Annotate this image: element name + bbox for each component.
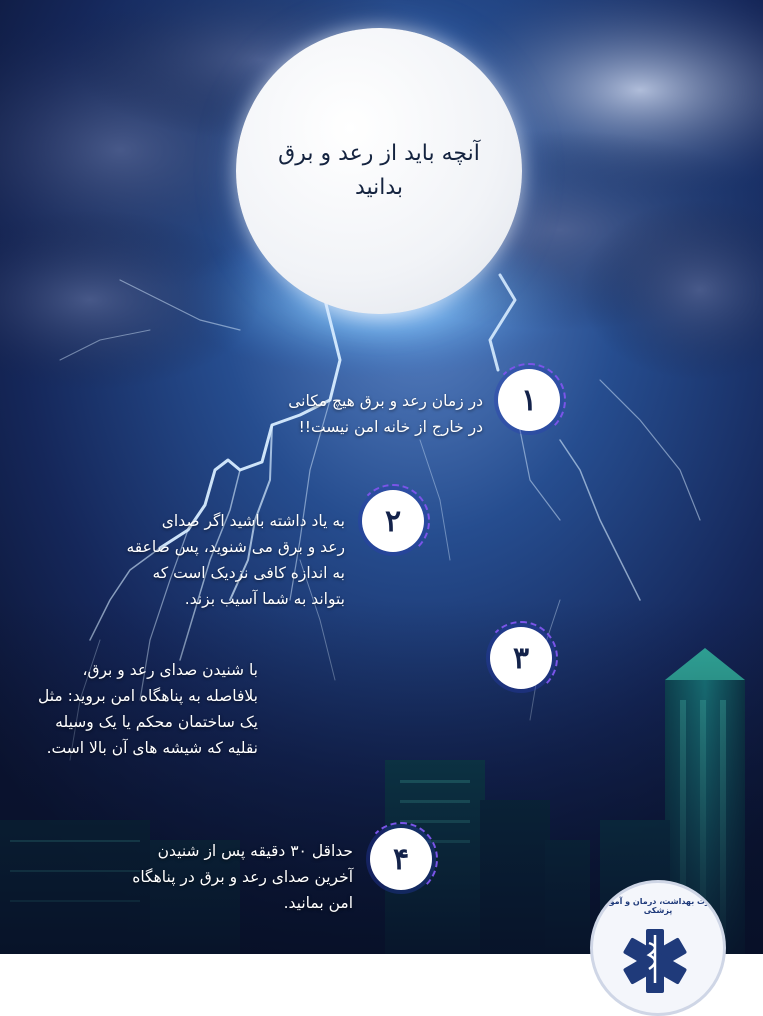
step-3-line-4: نقلیه که شیشه های آن بالا است. [46,739,258,757]
step-4-line-2: آخرین صدای رعد و برق در پناهگاه [132,868,353,886]
step-4-line-1: حداقل ۳۰ دقیقه پس از شنیدن [157,842,353,860]
step-badge-3 [490,627,552,689]
logo-text: وزارت بهداشت، درمان و آموزش پزشکی [594,897,722,915]
step-text-1 [288,388,483,440]
step-badge-4 [370,828,432,890]
step-1-line-1: در زمان رعد و برق هیچ مکانی [288,392,483,410]
step-text-3 [38,657,258,761]
step-number-2: ۲ [384,503,402,539]
title-line-2: بدانید [354,175,404,200]
step-3-line-2: بلافاصله به پناهگاه امن بروید: مثل [38,687,258,705]
ministry-logo [590,880,726,1016]
step-2-line-2: رعد و برق می شنوید، پس صاعقه [126,538,345,556]
step-badge-1 [498,369,560,431]
star-of-life-icon [593,883,717,1007]
step-2-line-1: به یاد داشته باشید اگر صدای [161,512,345,530]
step-number-1: ۱ [520,382,538,418]
step-2-line-3: به اندازه کافی نزدیک است که [152,564,345,582]
step-2-line-4: بتواند به شما آسیب بزند. [184,590,345,608]
step-4-line-3: امن بمانید. [283,894,353,912]
step-1-line-2: در خارج از خانه امن نیست!! [298,418,483,436]
step-3-line-3: یک ساختمان محکم یا یک وسیله [55,713,258,731]
step-number-4: ۴ [392,841,410,877]
step-text-4 [132,838,353,916]
title-line-1: آنچه باید از رعد و برق [278,141,480,166]
step-number-3: ۳ [512,640,530,676]
step-badge-2 [362,490,424,552]
step-text-2 [126,508,345,612]
title-circle [236,28,522,314]
step-3-line-1: با شنیدن صدای رعد و برق، [82,661,258,679]
